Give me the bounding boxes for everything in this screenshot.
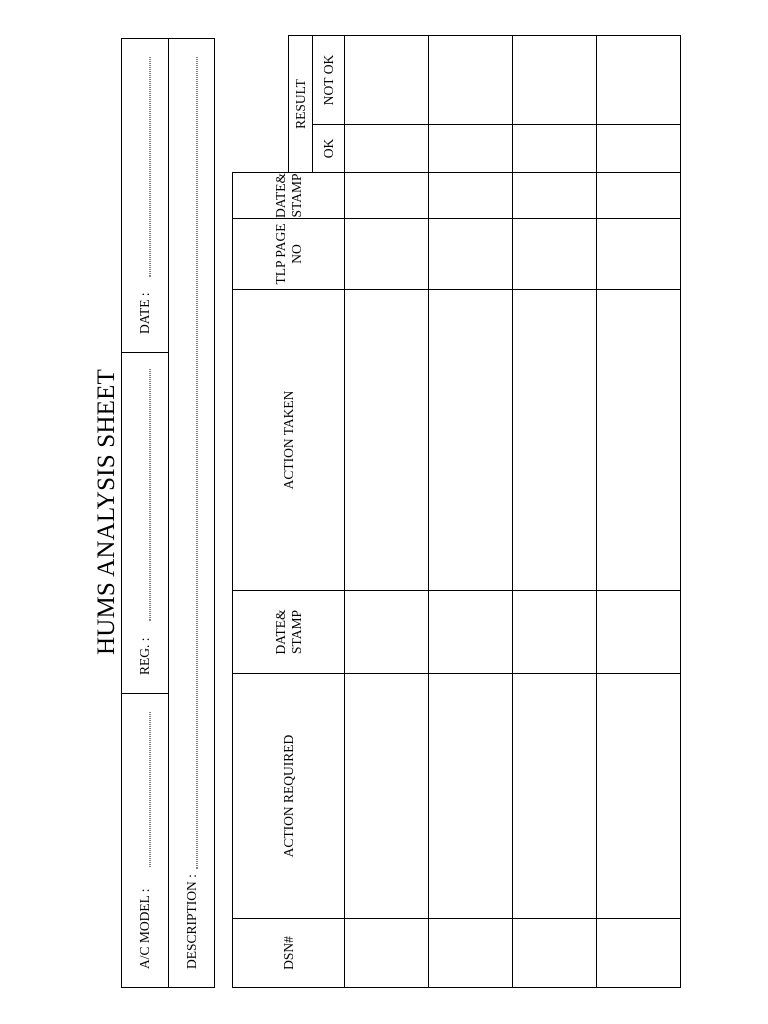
action-required-cell[interactable] xyxy=(597,674,681,919)
description-field[interactable] xyxy=(169,39,215,987)
table-row xyxy=(345,36,429,988)
registration-dotted-line xyxy=(140,369,151,621)
dsn-cell[interactable] xyxy=(513,919,597,988)
date-field[interactable] xyxy=(122,39,168,352)
tlp-page-no-cell[interactable] xyxy=(597,219,681,290)
header-tlp-page-no: TLP PAGE NO xyxy=(233,219,345,290)
date-dotted-line xyxy=(140,57,151,277)
action-required-cell[interactable] xyxy=(345,674,429,919)
action-required-cell[interactable] xyxy=(429,674,513,919)
action-taken-cell[interactable] xyxy=(429,290,513,591)
result-not-ok-cell[interactable] xyxy=(429,125,513,173)
tlp-page-no-cell[interactable] xyxy=(429,219,513,290)
result-not-ok-cell[interactable] xyxy=(513,125,597,173)
header-dsn: DSN# xyxy=(233,919,345,988)
aircraft-model-dotted-line xyxy=(140,712,151,867)
description-dotted-line xyxy=(187,57,198,869)
dsn-cell[interactable] xyxy=(429,919,513,988)
table-row xyxy=(429,36,513,988)
tlp-page-no-cell[interactable] xyxy=(513,219,597,290)
result-ok-cell[interactable] xyxy=(597,173,681,219)
date-label: DATE : xyxy=(137,292,152,334)
table-row xyxy=(597,36,681,988)
date-stamp-1-cell[interactable] xyxy=(345,591,429,674)
header-ok: OK xyxy=(313,125,345,173)
header-not-ok: NOT OK xyxy=(313,36,345,125)
aircraft-info-box xyxy=(121,38,215,988)
action-taken-cell[interactable] xyxy=(597,290,681,591)
action-taken-cell[interactable] xyxy=(345,290,429,591)
date-stamp-1-cell[interactable] xyxy=(429,591,513,674)
header-date-stamp-1: DATE& STAMP xyxy=(233,591,345,674)
registration-field[interactable] xyxy=(122,352,168,693)
date-stamp-2-cell[interactable] xyxy=(513,36,597,125)
date-stamp-2-cell[interactable] xyxy=(345,36,429,125)
info-row-top xyxy=(122,39,169,987)
result-ok-cell[interactable] xyxy=(429,173,513,219)
result-ok-cell[interactable] xyxy=(513,173,597,219)
date-stamp-1-cell[interactable] xyxy=(597,591,681,674)
table-row xyxy=(513,36,597,988)
result-not-ok-cell[interactable] xyxy=(345,125,429,173)
header-action-required: ACTION REQUIRED xyxy=(233,674,345,919)
result-not-ok-cell[interactable] xyxy=(597,125,681,173)
aircraft-model-label: A/C MODEL : xyxy=(137,888,152,969)
date-stamp-2-cell[interactable] xyxy=(429,36,513,125)
action-taken-cell[interactable] xyxy=(513,290,597,591)
page-title: HUMS ANALYSIS SHEET xyxy=(93,368,120,656)
aircraft-model-field[interactable] xyxy=(122,693,168,987)
description-label: DESCRIPTION : xyxy=(184,874,199,969)
tlp-page-no-cell[interactable] xyxy=(345,219,429,290)
hums-analysis-table xyxy=(232,35,681,988)
date-stamp-1-cell[interactable] xyxy=(513,591,597,674)
header-result: RESULT xyxy=(289,36,313,173)
dsn-cell[interactable] xyxy=(345,919,429,988)
header-date-stamp-2: DATE& STAMP xyxy=(233,173,345,219)
date-stamp-2-cell[interactable] xyxy=(597,36,681,125)
info-row-bottom xyxy=(169,39,215,987)
dsn-cell[interactable] xyxy=(597,919,681,988)
header-action-taken: ACTION TAKEN xyxy=(233,290,345,591)
result-ok-cell[interactable] xyxy=(345,173,429,219)
action-required-cell[interactable] xyxy=(513,674,597,919)
registration-label: REG. : xyxy=(137,637,152,675)
